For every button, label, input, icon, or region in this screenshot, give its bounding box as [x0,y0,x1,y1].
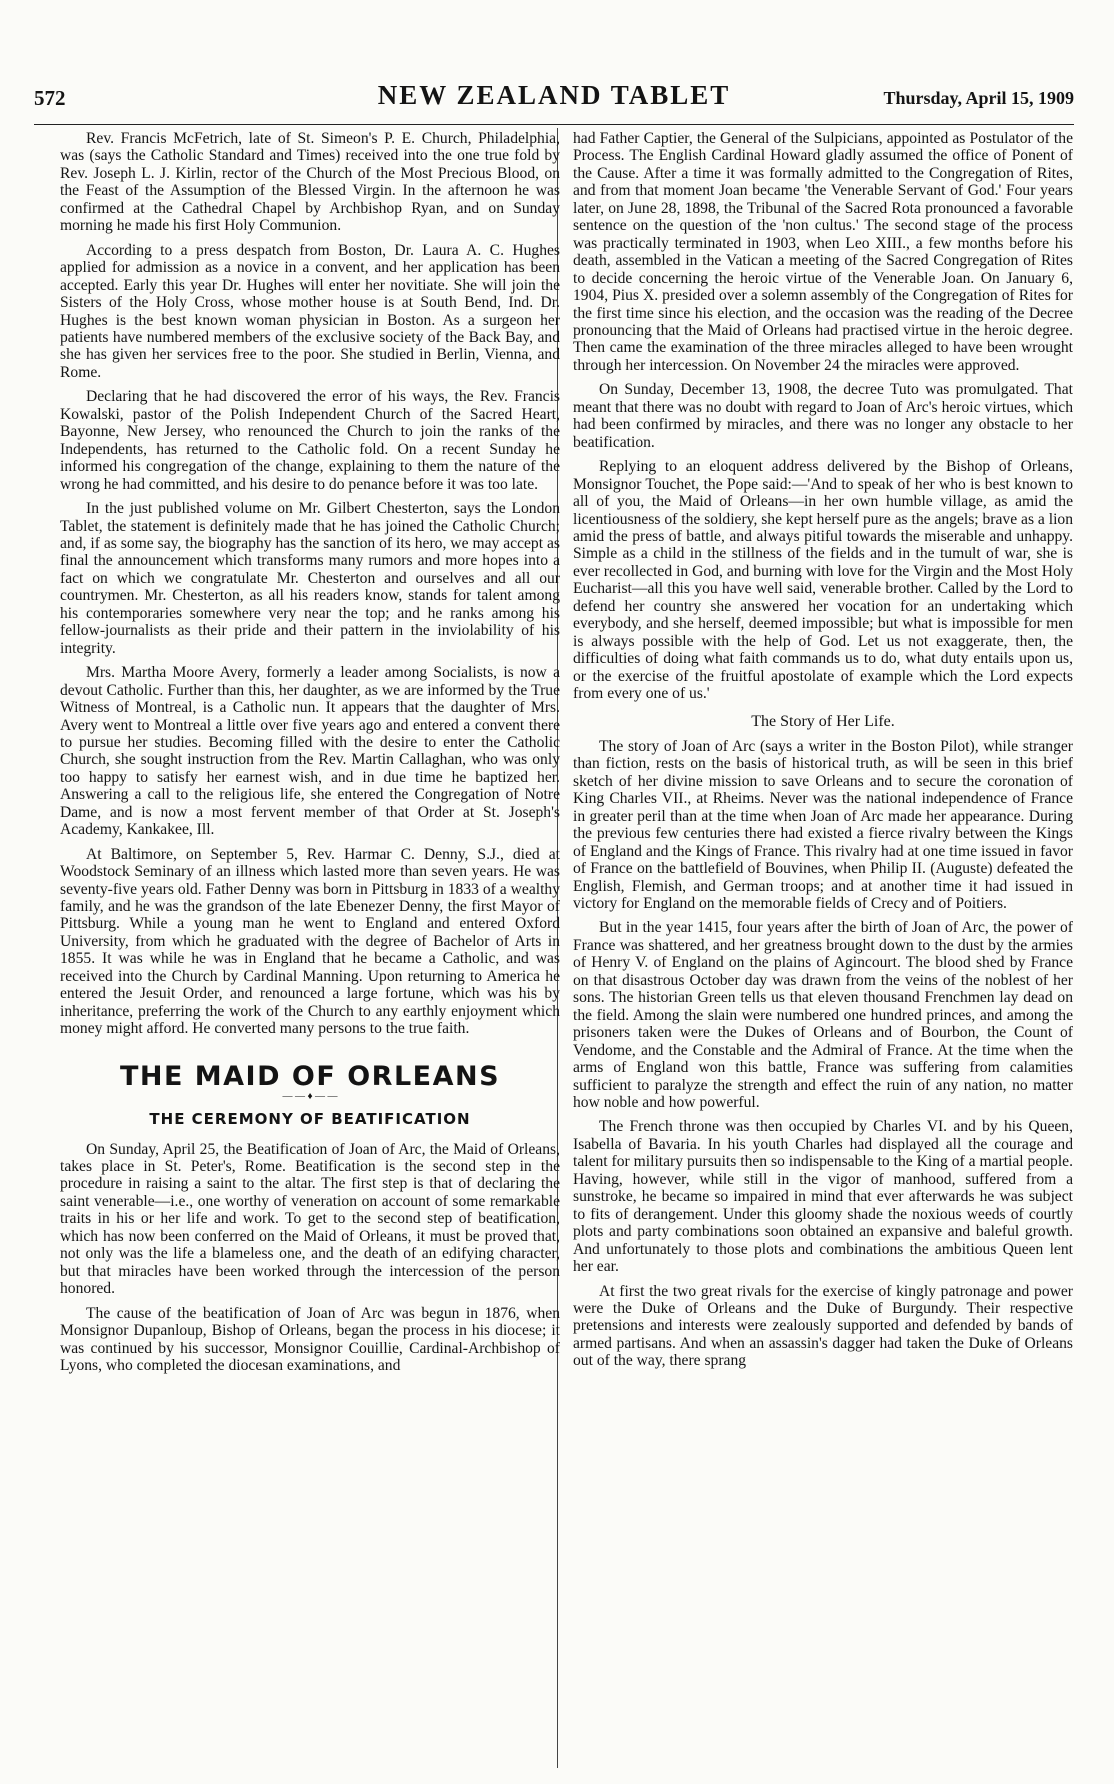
article-headline: THE MAID OF ORLEANS [119,1060,501,1092]
story-paragraph: But in the year 1415, four years after the birth of Joan of Arc, the power of France was shattered, and her greatness brought down to the dust by the armies of Henry V. of England on the plains of Agincourt. The blood shed by France on that disastrous October day was drawn from the veins of the noblest of her sons. The historian Green tells us that eleven thousand Frenchmen lay dead on the field. Among the slain were numbered one hundred princes, and among the prisoners taken were the Dukes of Orleans and of Bourbon, the Count of Vendome, and the Constable and the Admiral of France. At the time when the arms of England won this battle, France was suffering from calamities sufficient to paralyze the strength and effect the ruin of any nation, no matter how noble and how powerful. [573,919,1073,1112]
article-paragraph: On Sunday, December 13, 1908, the decree Tuto was promulgated. That meant that there was no doubt with regard to Joan of Arc's heroic virtues, which had been confirmed by miracles, and there was no longer any obstacle to her beatification. [573,381,1073,451]
issue-date: Thursday, April 15, 1909 [883,88,1074,108]
news-paragraph: Mrs. Martha Moore Avery, formerly a leader among Socialists, is now a devout Catholic. Further than this, her daughter, as we are informed by the True Witness of Montreal, is a Catholic nun. It appears that the daughter of Mrs. Avery went to Montreal a little over five years ago and entered a convent there to pursue her studies. Becoming filled with the desire to enter the Catholic Church, she sought instruction from the Rev. Martin Callaghan, who was only too happy to satisfy her earnest wish, and in due time he baptized her. Answering a call to the religious life, she entered the Congregation of Notre Dame, and is now a most fervent member of that Order at St. Joseph's Academy, Kankakee, Ill. [60,664,560,839]
article-paragraph: The cause of the beatification of Joan of Arc was begun in 1876, when Monsignor Dupanloup, Bishop of Orleans, began the process in his diocese; it was continued by his successor, Monsignor Couillie, Cardinal-Archbishop of Lyons, who completed the diocesan examinations, and [60,1304,560,1374]
news-paragraph: At Baltimore, on September 5, Rev. Harmar C. Denny, S.J., died at Woodstock Seminary of an illness which lasted more than seven years. He was seventy-five years old. Father Denny was born in Pittsburg in 1833 of a wealthy family, and he was the grandson of the late Ebenezer Denny, the first Mayor of Pittsburg. While a young man he went to England and entered Oxford University, from which he graduated with the degree of Bachelor of Arts in 1855. It was while he was in England that he became a Catholic, and was received into the Church by Cardinal Manning. Upon returning to America he entered the Jesuit Order, and renounced a large fortune, which was his by inheritance, preferring the work of the Church to any earthly enjoyment which money might afford. He converted many persons to the true faith. [60,845,560,1038]
article-paragraph-continued: had Father Captier, the General of the Sulpicians, appointed as Postulator of the Process. The English Cardinal Howard gladly assumed the office of Ponent of the Cause. After a time it was formally admitted to the Congregation of Rites, and from that moment Joan became 'the Venerable Servant of God.' Four years later, on June 28, 1898, the Tribunal of the Sacred Rota pronounced a favorable sentence on the question of the 'non cultus.' The second stage of the process was practically terminated in 1903, when Leo XIII., a few months before his death, assembled in the Vatican a meeting of the Sacred Congregation of Rites to decide concerning the heroic virtue of the Venerable Joan. On January 6, 1904, Pius X. presided over a solemn assembly of the Congregation of Rites for the first time since his election, and the occasion was the reading of the Decree pronouncing that the Maid of Orleans had practised virtue in the heroic degree. Then came the examination of the three miracles alleged to have been wrought through her intercession. On November 24 the miracles were approved. [573,130,1073,374]
section-title: The Story of Her Life. [751,712,895,730]
newspaper-title: NEW ZEALAND TABLET [377,80,731,110]
right-column [573,130,1073,1770]
page-number: 572 [34,86,66,110]
story-paragraph: The French throne was then occupied by Charles VI. and by his Queen, Isabella of Bavaria. In his youth Charles had displayed all the courage and talent for military pursuits then so indispensable to the King of a martial people. Having, however, while still in the vigor of manhood, suffered from a sunstroke, he became so impaired in mind that ever afterwards he was subject to fits of derangement. Under this gloomy shade the noxious weeds of courtly plots and party combinations soon obtained an expansive and baleful growth. And unfortunately to those plots and combinations the ambitious Queen lent her ear. [573,1118,1073,1276]
news-paragraph: In the just published volume on Mr. Gilbert Chesterton, says the London Tablet, the statement is definitely made that he has joined the Catholic Church; and, if as some say, the biography has the sanction of its hero, we may accept as final the announcement which transforms many rumors and more hopes into a fact on which we congratulate Mr. Chesterton and ourselves and all our countrymen. Mr. Chesterton, as all his readers know, stands for talent among his contemporaries somewhere very near the top; and he ranks among his fellow-journalists as their pride and their pattern in the inviolability of his integrity. [60,500,560,657]
story-paragraph: At first the two great rivals for the exercise of kingly patronage and power were the Duke of Orleans and the Duke of Burgundy. Their respective pretensions and interests were zealously supported and defended by bands of armed partisans. And when an assassin's dagger had taken the Duke of Orleans out of the way, there sprang [573,1282,1073,1370]
news-paragraph: Rev. Francis McFetrich, late of St. Simeon's P. E. Church, Philadelphia, was (says the Catholic Standard and Times) received into the one true fold by Rev. Joseph L. J. Kirlin, rector of the Church of the Most Precious Blood, on the Feast of the Assumption of the Blessed Virgin. In the afternoon he was confirmed at the Cathedral Chapel by Archbishop Ryan, and on Sunday morning he made his first Holy Communion. [60,130,560,235]
article-paragraph: On Sunday, April 25, the Beatification of Joan of Arc, the Maid of Orleans, takes place in St. Peter's, Rome. Beatification is the second step in the procedure in raising a saint to the altar. The first step is that of declaring the saint venerable—i.e., one worthy of veneration on account of some remarkable traits in his or her life and work. To get to the second step of beatification, which has now been conferred on the Maid of Orleans, it must be proved that, not only was the life a blameless one, and the death of an edifying character, but that miracles have been worked through the intercession of the person honored. [60,1140,560,1298]
news-paragraph: According to a press despatch from Boston, Dr. Laura A. C. Hughes applied for admission as a novice in a convent, and her application has been accepted. Early this year Dr. Hughes will enter her novitiate. She will join the Sisters of the Holy Cross, whose mother house is at South Bend, Ind. Dr. Hughes is the best known woman physician in Boston. As a surgeon her patients have numbered members of the exclusive society of the Back Bay, and she has given her services free to the poor. She studied in Berlin, Vienna, and Rome. [60,241,560,381]
story-paragraph: The story of Joan of Arc (says a writer in the Boston Pilot), while stranger than fiction, rests on the basis of historical truth, as will be seen in this brief sketch of her divine mission to save Orleans and to secure the coronation of King Charles VII., at Rheims. Never was the national independence of France in greater peril than at the time when Joan of Arc made her appearance. During the previous few centuries there had existed a fierce rivalry between the Kings of England and the Kings of France. This rivalry had at one time issued in favor of France on the battlefield of Bouvines, when Philip II. (Auguste) defeated the English, Flemish, and German troops; and at another time it had issued in victory for England on the memorable fields of Crecy and of Poitiers. [573,737,1073,913]
article-subhead: THE CEREMONY OF BEATIFICATION [149,1110,471,1129]
left-column [60,130,560,1770]
headline-ornament: — — ♦ — — [282,1091,338,1103]
article-paragraph: Replying to an eloquent address delivered by the Bishop of Orleans, Monsignor Touchet, the Pope said:—'And to speak of her who is best known to all of you, the Maid of Orleans—in her own humble village, as amid the licentiousness of the soldiery, she kept herself pure as the angels; brave as a lion amid the press of battle, and always pitiful towards the miserable and unhappy. Simple as a child in the stillness of the fields and in the tumult of war, she is ever recollected in God, and burning with love for the Virgin and the Most Holy Eucharist—all this you have well said, venerable brother. Called by the Lord to defend her country she answered her vocation for an undertaking which everybody, and she herself, deemed impossible; but what is impossible for men is always possible with the help of God. Let us not exaggerate, then, the difficulties of doing what faith commands us to do, what duty entails upon us, or the exercise of the fruitful apostolate of example which the Lord expects from every one of us.' [573,458,1073,703]
news-paragraph: Declaring that he had discovered the error of his ways, the Rev. Francis Kowalski, pastor of the Polish Independent Church of the Sacred Heart, Bayonne, New Jersey, who renounced the Church to join the ranks of the Independents, has returned to the Catholic fold. On a recent Sunday he informed his congregation of the change, explaining to them the nature of the wrong he had committed, and his desire to do penance before it was too late. [60,388,560,493]
masthead [34,80,1074,125]
